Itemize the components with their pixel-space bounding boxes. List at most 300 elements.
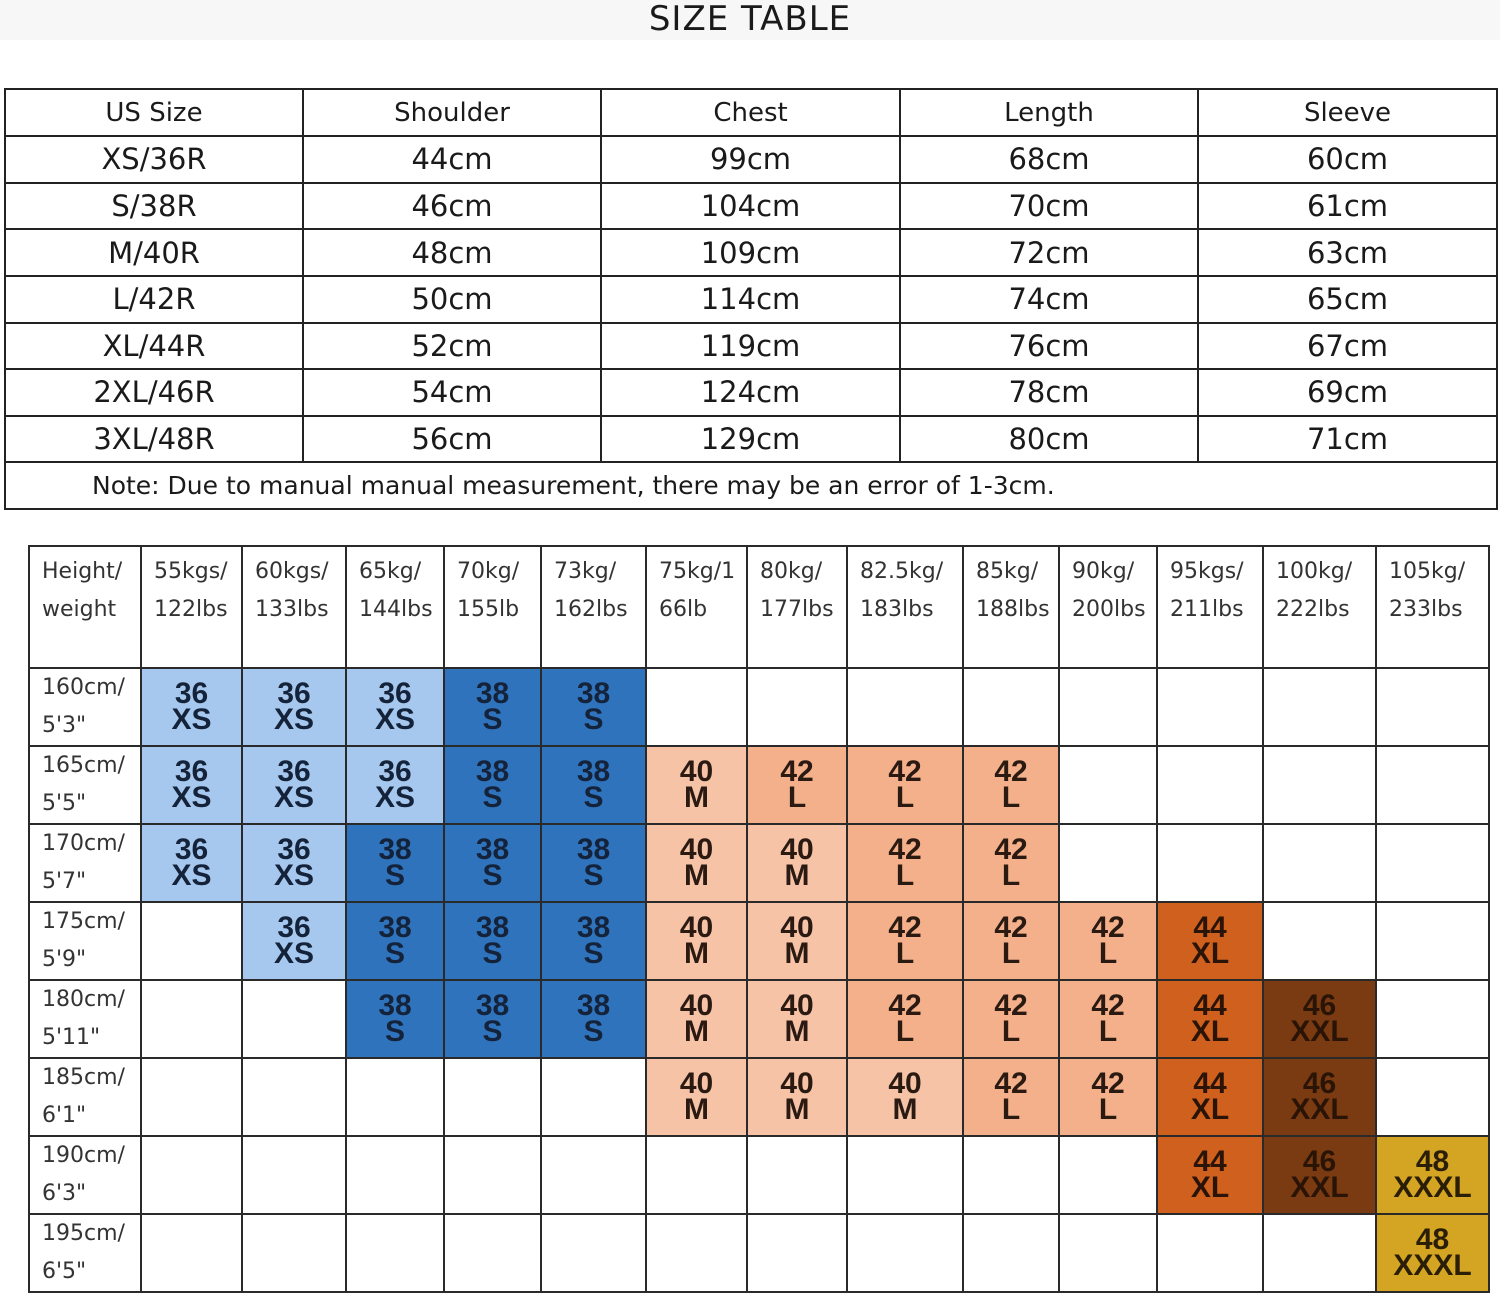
size-chart-row [29,746,1489,824]
size-cell [963,746,1059,824]
size-number: 44 [1193,1145,1227,1178]
empty-cell [1263,1214,1376,1292]
size-number: 48 [1415,1223,1450,1256]
measurement-cell-size: L/42R [5,276,303,323]
empty-cell [963,1214,1059,1292]
size-number: 42 [1091,989,1125,1022]
measurement-cell-shoulder: 50cm [303,276,601,323]
size-cell [847,980,963,1058]
empty-cell [1059,1214,1157,1292]
size-cell [747,824,847,902]
size-letter: XXL [1290,1093,1349,1126]
size-cell-label [1060,1067,1156,1126]
measurement-row [5,136,1497,183]
weight-header [444,546,541,668]
empty-cell [747,1214,847,1292]
weight-label-line: 144lbs [359,597,433,622]
size-cell [1376,1136,1489,1214]
empty-cell [444,1214,541,1292]
size-letter: XL [1190,1015,1230,1048]
size-letter: XXXL [1393,1171,1472,1204]
measurement-cell-shoulder: 56cm [303,416,601,463]
empty-cell [963,668,1059,746]
size-cell [1376,1214,1489,1292]
note-row [5,462,1497,509]
size-cell [747,980,847,1058]
size-cell [444,668,541,746]
height-label [29,824,141,902]
size-cell-label [647,989,746,1048]
size-cell [1157,1058,1263,1136]
weight-label-line: 211lbs [1170,597,1244,622]
empty-cell [346,1214,444,1292]
weight-label-line: 95kgs/ [1170,559,1244,584]
header-length: Length [900,89,1198,136]
empty-cell [1263,746,1376,824]
size-letter: XXL [1290,1171,1349,1204]
empty-cell [1059,746,1157,824]
size-letter: L [787,781,807,814]
height-label-line: 5'11" [42,1025,101,1050]
size-letter: XXXL [1393,1249,1472,1282]
size-cell-label [347,677,443,736]
size-letter: M [684,937,709,970]
size-number: 36 [174,833,209,866]
weight-label-line: 200lbs [1072,597,1146,622]
size-letter: S [583,1015,604,1048]
size-cell-label [445,911,540,970]
size-cell [646,1058,747,1136]
size-cell [747,1058,847,1136]
measurement-cell-chest: 99cm [601,136,900,183]
size-cell [1263,1136,1376,1214]
size-cell [963,824,1059,902]
empty-cell [847,668,963,746]
height-label-line: 170cm/ [42,831,125,856]
measurement-cell-shoulder: 52cm [303,323,601,370]
size-cell [847,902,963,980]
size-number: 40 [679,1067,714,1100]
size-letter: L [895,937,915,970]
weight-label-line: 183lbs [860,597,934,622]
size-cell [242,824,346,902]
size-number: 38 [378,911,412,944]
size-cell-label [542,989,645,1048]
weight-label-line: 188lbs [976,597,1050,622]
size-number: 36 [277,833,311,866]
size-chart [28,545,1490,1293]
size-cell-label [748,989,846,1048]
size-number: 40 [780,989,814,1022]
weight-header [346,546,444,668]
size-cell [444,824,541,902]
size-cell [346,746,444,824]
size-number: 40 [679,989,714,1022]
measurement-cell-size: S/38R [5,183,303,230]
size-cell [747,902,847,980]
size-cell [1157,902,1263,980]
size-number: 42 [994,833,1028,866]
empty-cell [346,1136,444,1214]
size-number: 38 [475,755,510,788]
size-number: 40 [780,1067,814,1100]
size-letter: S [384,859,405,892]
size-cell-label [142,833,241,892]
size-letter: M [784,937,810,970]
size-number: 38 [576,833,611,866]
empty-cell [847,1136,963,1214]
size-cell [1059,902,1157,980]
size-letter: S [482,703,503,736]
size-number: 36 [277,677,311,710]
weight-label-line: 82.5kg/ [860,559,944,584]
corner-label-line: Height/ [42,559,123,584]
size-number: 46 [1302,1145,1337,1178]
size-number: 42 [994,1067,1028,1100]
size-cell [541,746,646,824]
size-number: 42 [1091,1067,1125,1100]
size-number: 36 [174,677,209,710]
measurement-cell-size: XS/36R [5,136,303,183]
measurement-row [5,369,1497,416]
measurement-cell-length: 70cm [900,183,1198,230]
height-label-line: 5'9" [42,947,87,972]
size-cell [963,980,1059,1058]
size-number: 44 [1193,1067,1227,1100]
weight-label-line: 90kg/ [1072,559,1135,584]
size-number: 48 [1415,1145,1450,1178]
size-number: 36 [277,755,311,788]
size-cell [1157,1136,1263,1214]
measurement-cell-size: 3XL/48R [5,416,303,463]
size-cell [444,980,541,1058]
weight-label-line: 162lbs [554,597,628,622]
size-cell-label [445,989,540,1048]
size-cell [141,824,242,902]
header-chest: Chest [601,89,900,136]
size-number: 38 [576,989,611,1022]
size-cell-label [647,833,746,892]
size-cell-label [1264,1145,1375,1204]
size-cell [346,980,444,1058]
empty-cell [646,668,747,746]
size-letter: XS [171,703,212,736]
height-label-line: 6'3" [42,1181,87,1206]
height-label-line: 5'7" [42,869,87,894]
size-cell [646,746,747,824]
size-letter: L [1098,937,1118,970]
weight-label-line: 75kg/1 [659,559,736,584]
weight-label-line: 100kg/ [1276,559,1353,584]
weight-label-line: 73kg/ [554,559,617,584]
weight-header [242,546,346,668]
measurement-row [5,183,1497,230]
size-letter: L [1001,937,1021,970]
size-cell [747,746,847,824]
measurement-row [5,276,1497,323]
size-number: 38 [475,677,510,710]
size-cell [242,668,346,746]
size-number: 44 [1193,911,1227,944]
size-number: 40 [679,911,714,944]
measurement-cell-sleeve: 67cm [1198,323,1497,370]
size-cell-label [647,911,746,970]
size-letter: L [1001,781,1021,814]
empty-cell [1376,824,1489,902]
measurement-cell-chest: 129cm [601,416,900,463]
size-chart-row [29,1136,1489,1214]
weight-label-line: 177lbs [760,597,834,622]
corner-label-line: weight [42,597,117,622]
size-chart-row [29,668,1489,746]
height-label-line: 195cm/ [42,1221,125,1246]
weight-label-line: 70kg/ [457,559,520,584]
height-label [29,902,141,980]
size-cell-label [243,833,345,892]
size-cell [141,746,242,824]
empty-cell [141,1058,242,1136]
size-cell-label [647,1067,746,1126]
height-label-line: 6'1" [42,1103,87,1128]
weight-label-line: 133lbs [255,597,329,622]
weight-header [1059,546,1157,668]
measurement-row [5,229,1497,276]
empty-cell [1059,668,1157,746]
size-letter: XL [1190,937,1230,970]
empty-cell [141,1214,242,1292]
size-cell [847,1058,963,1136]
size-number: 38 [475,989,510,1022]
size-cell-label [243,911,345,970]
size-letter: XL [1190,1093,1230,1126]
weight-label-line: 60kgs/ [255,559,329,584]
empty-cell [541,1058,646,1136]
size-letter: XS [374,781,416,814]
height-label-line: 5'5" [42,791,87,816]
size-letter: L [1001,1093,1021,1126]
size-number: 46 [1302,989,1337,1022]
size-cell [1059,980,1157,1058]
measurement-cell-sleeve: 61cm [1198,183,1497,230]
size-cell [1263,1058,1376,1136]
weight-header [646,546,747,668]
measurement-row [5,323,1497,370]
size-cell [444,902,541,980]
page-title: SIZE TABLE [0,0,1500,40]
height-label-line: 6'5" [42,1259,87,1284]
size-letter: L [1098,1015,1118,1048]
empty-cell [1376,1058,1489,1136]
empty-cell [242,1058,346,1136]
size-letter: XS [273,703,315,736]
height-label [29,980,141,1058]
measurement-row [5,416,1497,463]
size-cell-label [748,755,846,814]
size-chart-row [29,1214,1489,1292]
weight-label-line: 66lb [659,597,708,622]
size-number: 38 [378,833,412,866]
size-cell-label [964,833,1058,892]
measurement-cell-length: 72cm [900,229,1198,276]
size-cell [346,824,444,902]
size-number: 42 [994,755,1028,788]
size-number: 42 [994,989,1028,1022]
empty-cell [541,1136,646,1214]
size-cell-label [347,989,443,1048]
empty-cell [1157,668,1263,746]
size-letter: S [583,703,604,736]
empty-cell [242,980,346,1058]
empty-cell [1376,902,1489,980]
size-cell [963,1058,1059,1136]
size-cell-label [964,911,1058,970]
size-number: 42 [1091,911,1125,944]
size-letter: XS [171,859,212,892]
empty-cell [141,980,242,1058]
size-number: 42 [780,755,814,788]
size-number: 42 [888,755,922,788]
empty-cell [1376,746,1489,824]
empty-cell [1263,902,1376,980]
size-number: 40 [780,833,814,866]
size-letter: L [895,1015,915,1048]
size-number: 42 [888,989,922,1022]
size-cell-label [445,677,540,736]
size-letter: XS [171,781,212,814]
size-cell-label [647,755,746,814]
measurement-cell-length: 68cm [900,136,1198,183]
size-number: 42 [888,833,922,866]
size-cell [242,902,346,980]
measurement-cell-sleeve: 63cm [1198,229,1497,276]
weight-label-line: 80kg/ [760,559,823,584]
size-cell-label [1264,989,1375,1048]
weight-label-line: 222lbs [1276,597,1350,622]
size-cell [242,746,346,824]
height-label-line: 160cm/ [42,675,125,700]
size-number: 46 [1302,1067,1337,1100]
size-letter: M [684,1015,709,1048]
empty-cell [1376,668,1489,746]
size-cell [346,668,444,746]
size-number: 42 [994,911,1028,944]
weight-label-line: 55kgs/ [154,559,228,584]
empty-cell [346,1058,444,1136]
size-cell-label [347,755,443,814]
empty-cell [141,902,242,980]
height-label [29,746,141,824]
empty-cell [1263,824,1376,902]
size-cell-label [1377,1145,1488,1204]
size-cell-label [347,833,443,892]
empty-cell [1157,824,1263,902]
height-label [29,1136,141,1214]
size-chart-header-row [29,546,1489,668]
corner-label [29,546,141,668]
size-letter: S [583,781,604,814]
size-cell [541,902,646,980]
size-letter: S [482,1015,503,1048]
size-cell-label [142,677,241,736]
size-cell [963,902,1059,980]
measurement-cell-sleeve: 60cm [1198,136,1497,183]
measurement-cell-chest: 124cm [601,369,900,416]
empty-cell [541,1214,646,1292]
measurement-cell-chest: 119cm [601,323,900,370]
size-cell-label [542,911,645,970]
size-cell-label [964,989,1058,1048]
measurement-cell-length: 74cm [900,276,1198,323]
header-us-size: US Size [5,89,303,136]
size-cell-label [848,755,962,814]
header-shoulder: Shoulder [303,89,601,136]
size-number: 38 [378,989,412,1022]
size-cell-label [964,755,1058,814]
empty-cell [1157,1214,1263,1292]
size-cell-label [142,755,241,814]
size-cell-label [848,833,962,892]
size-cell [541,824,646,902]
size-cell-label [1158,1067,1262,1126]
size-cell [1059,1058,1157,1136]
empty-cell [847,1214,963,1292]
size-letter: M [784,1093,810,1126]
empty-cell [1157,746,1263,824]
height-label [29,1058,141,1136]
size-cell-label [848,989,962,1048]
measurement-cell-chest: 114cm [601,276,900,323]
size-cell-label [1264,1067,1375,1126]
size-letter: S [482,937,503,970]
size-letter: M [892,1093,918,1126]
size-letter: XS [273,781,315,814]
size-number: 40 [679,755,714,788]
size-cell-label [1060,911,1156,970]
size-cell-label [243,677,345,736]
measurement-cell-shoulder: 48cm [303,229,601,276]
size-chart-row [29,902,1489,980]
size-cell-label [542,833,645,892]
size-cell-label [1158,989,1262,1048]
size-cell [646,824,747,902]
size-cell [847,824,963,902]
size-letter: L [1001,859,1021,892]
empty-cell [444,1058,541,1136]
size-number: 36 [378,755,412,788]
weight-header [847,546,963,668]
height-label-line: 5'3" [42,713,87,738]
empty-cell [141,1136,242,1214]
size-cell-label [1060,989,1156,1048]
size-cell-label [347,911,443,970]
measurement-table [4,88,1498,510]
weight-label-line: 122lbs [154,597,228,622]
measurement-cell-sleeve: 65cm [1198,276,1497,323]
size-cell-label [748,1067,846,1126]
height-label-line: 190cm/ [42,1143,125,1168]
size-cell-label [243,755,345,814]
size-letter: M [684,859,709,892]
height-label-line: 180cm/ [42,987,125,1012]
size-cell-label [542,677,645,736]
size-number: 42 [888,911,922,944]
size-number: 38 [576,755,611,788]
size-letter: XS [273,859,315,892]
weight-label-line: 85kg/ [976,559,1039,584]
size-letter: M [684,781,709,814]
size-chart-row [29,824,1489,902]
height-label [29,668,141,746]
